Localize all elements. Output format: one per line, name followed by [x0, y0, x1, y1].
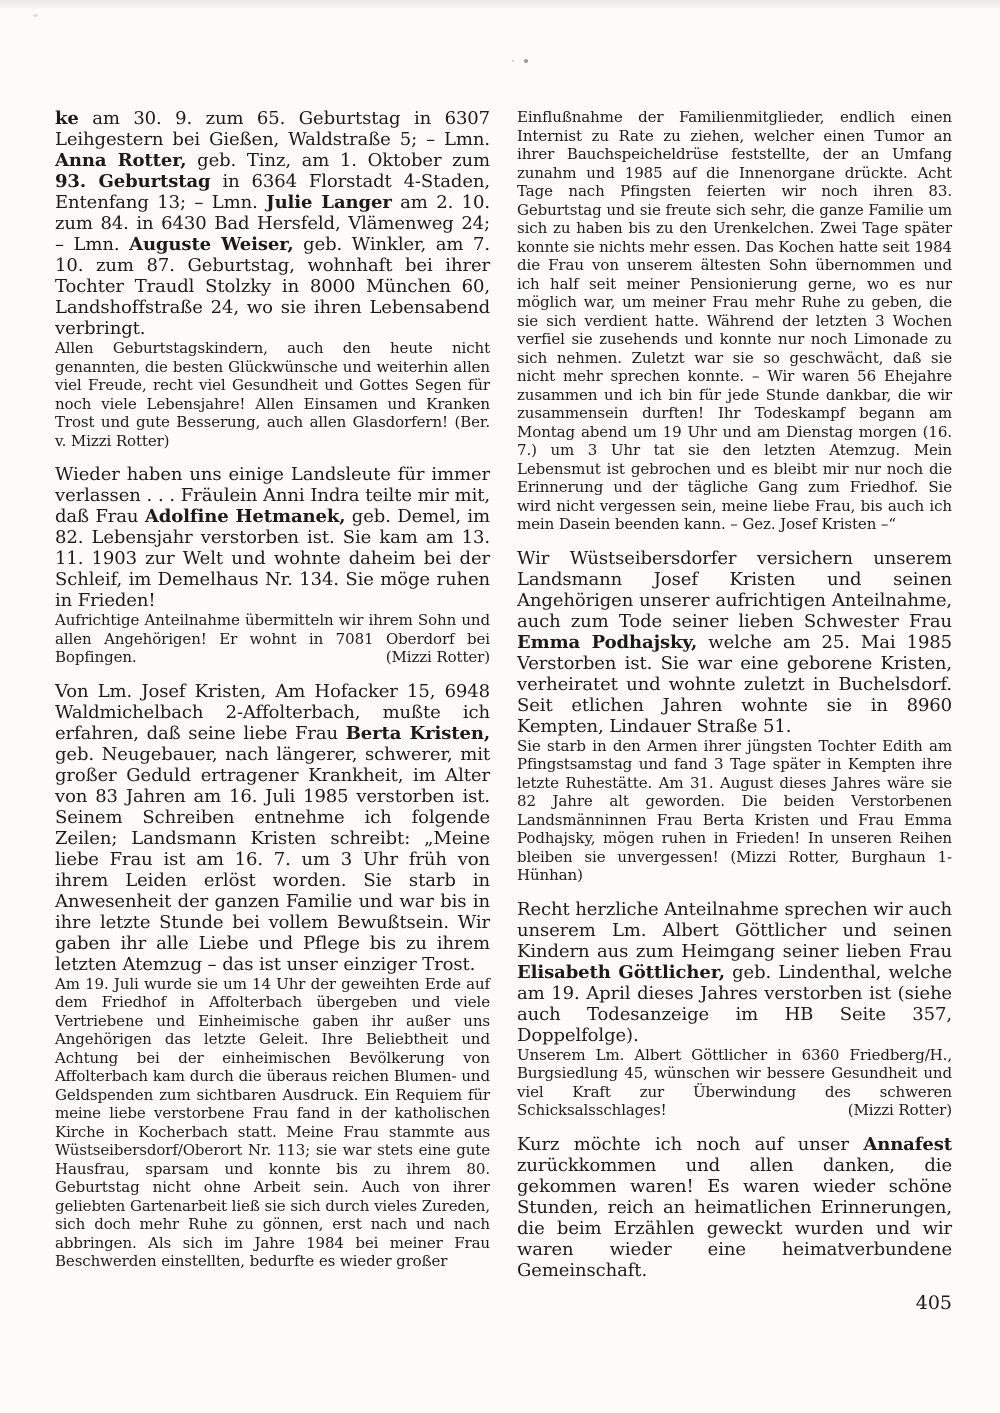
body-text: am 2. 10. zum 84. in 6430 Bad Hersfeld, Vlämenweg 24; – Lmn.: [55, 192, 490, 255]
body-text: Sie starb in den Armen ihrer jüngsten Tochter Edith am Pfingstsamstag und fand 3 Tage später in Kempten ihre letzte Ruhestätte. Am 31. August dieses Jahres wäre sie 82 Jahre alt geworden. Die beiden Verstorbenen Landsmänninnen Frau Berta Kristen und Frau Emma Podhajsky, mögen ruhen in Frieden! In unseren Reihen bleiben sie unvergessen! (Mizzi Rotter, Burghaun 1-Hünhan): [517, 736, 952, 884]
body-text: Von Lm. Josef Kristen, Am Hofacker 15, 6948 Waldmichelbach 2-Affolterbach, mußte ich erfahren, daß seine liebe Frau: [55, 680, 490, 744]
body-text: geb. Neugebauer, nach längerer, schwerer, mit großer Geduld ertragener Krankheit, im Alter von 83 Jahren am 16. Juli 1985 verstorben ist. Seinem Schreiben entnehme ich folgende Zeilen; Landsmann Kristen schreibt: „Meine liebe Frau ist am 16. 7. um 3 Uhr früh von ihrem Leiden erlöst worden. Sie starb in Anwesenheit der ganzen Familie und war bis in ihre letzte Stunde bei vollem Bewußtsein. Wir gaben ihr alle Liebe und Pflege bis zu ihrem letzten Atemzug – das ist unser einziger Trost.: [55, 743, 490, 975]
body-text: Kurz möchte ich noch auf unser: [517, 1133, 864, 1155]
bold-name-text: Annafest: [863, 1133, 952, 1155]
attribution: (Mizzi Rotter): [385, 648, 490, 666]
scan-noise-speck: [512, 60, 514, 62]
paragraph: [517, 1134, 952, 1281]
scan-noise-speck: [33, 14, 38, 17]
bold-name-text: Auguste Weiser,: [129, 234, 294, 255]
bold-name-text: Anna Rotter,: [55, 150, 187, 171]
attribution: (Mizzi Rotter): [847, 1101, 952, 1119]
paragraph: [55, 681, 490, 975]
body-text: geb. Lindenthal, welche am 19. April dieses Jahres verstorben ist (siehe auch Todesanzeige im HB Seite 357, Doppelfolge).: [517, 961, 953, 1046]
bold-name-text: Berta Kristen,: [345, 722, 490, 744]
body-text: geb. Demel, im 82. Lebensjahr verstorben ist. Sie kam am 13. 11. 1903 zur Welt und wohnte daheim bei der Schleif, im Demelhaus Nr. 134. Sie möge ruhen in Frieden!: [55, 506, 490, 611]
body-text: Recht herzliche Anteilnahme sprechen wir auch unserem Lm. Albert Göttlicher und seinen Kindern aus zum Heimgang seiner lieben Frau: [517, 898, 952, 962]
body-text: geb. Tinz, am 1. Oktober zum: [186, 150, 491, 171]
body-text: Wieder haben uns einige Landsleute für immer verlassen . . . Fräulein Anni Indra teilte mir mit, daß Frau: [55, 464, 490, 527]
paragraph: [55, 339, 490, 450]
body-text: Am 19. Juli wurde sie um 14 Uhr der geweihten Erde auf dem Friedhof in Affolterbach übergeben und viele Vertriebene und Einheimische gaben ihr außer uns Angehörigen das letzte Geleit. Ihre Beliebtheit und Achtung bei der einheimischen Bevölkerung von Affolterbach kam durch die überaus reichen Blumen- und Geldspenden zum sichtbaren Ausdruck. Ein Requiem für meine liebe verstorbene Frau fand in der katholischen Kirche in Kocherbach statt. Meine Frau stammte aus Wüstseibersdorf/Oberort Nr. 113; sie war stets eine gute Hausfrau, sparsam und konnte bis zu ihrem 80. Geburtstag nicht ohne Arbeit sein. Auch von ihrer geliebten Gartenarbeit ließ sie sich durch vieles Zureden, sich doch mehr Ruhe zu gönnen, erst nach und nach abbringen. Als sich im Jahre 1984 bei meiner Frau Beschwerden einstellten, bedurfte es wieder großer: [55, 974, 490, 1270]
bold-name-text: Emma Podhajsky,: [517, 631, 698, 653]
paragraph: [55, 975, 490, 1271]
left-column: [55, 108, 490, 1281]
right-column: [517, 108, 952, 1281]
paragraph: [55, 611, 490, 667]
paragraph: [55, 108, 490, 339]
body-text: Allen Geburtstagskindern, auch den heute nicht genannten, die besten Glückwünsche und weiterhin allen viel Freude, recht viel Gesundheit und Gottes Segen für noch viele Lebensjahre! Allen Einsamen und Kranken Trost und gute Besserung, auch allen Glasdorfern! (Ber. v. Mizzi Rotter): [55, 339, 490, 450]
bold-name-text: 93. Geburtstag: [55, 171, 211, 192]
text-columns: [55, 108, 952, 1281]
body-text: geb. Winkler, am 7. 10. zum 87. Geburtstag, wohnhaft bei ihrer Tochter Traudl Stolzky in 8000 München 60, Landshoffstraße 24, wo sie ihren Lebensabend verbringt.: [55, 234, 490, 339]
paragraph: [517, 548, 952, 737]
body-text: Einflußnahme der Familienmitglieder, endlich einen Internist zu Rate zu ziehen, welcher einen Tumor an ihrer Bauchspeicheldrüse feststellte, der an Umfang zunahm und 1985 auf die Innenorgane drückte. Acht Tage nach Pfingsten feierten wir noch ihren 83. Geburtstag und sie freute sich sehr, die ganze Familie um sich zu haben bis zu den Urenkelchen. Zwei Tage später konnte sie nichts mehr essen. Das Kochen hatte seit 1984 die Frau von unserem ältesten Sohn übernommen und ich half seit meiner Pensionierung gerne, wo es nur möglich war, um meiner Frau mehr Ruhe zu geben, die sie sich verdient hatte. Während der letzten 3 Wochen verfiel sie zusehends und konnte nur noch Limonade zu sich nehmen. Zuletzt war sie so geschwächt, daß sie nicht mehr sprechen konnte. – Wir waren 56 Ehejahre zusammen und ich bin für jede Stunde dankbar, die wir zusammensein durften! Ihr Todeskampf begann am Montag abend um 19 Uhr und am Dienstag morgen (16. 7.) um 3 Uhr tat sie den letzten Atemzug. Mein Lebensmut ist gebrochen und es bleibt mir nur noch die Erinnerung und der tägliche Gang zum Friedhof. Sie wird nicht vergessen sein, meine liebe Frau, bis auch ich mein Dasein beenden kann. – Gez. Josef Kristen –“: [517, 108, 952, 533]
scan-noise-speck: [524, 59, 528, 63]
paragraph: [517, 108, 952, 534]
body-text: zurückkommen und allen danken, die gekommen waren! Es waren wieder schöne Stunden, reich an heimatlichen Erinnerungen, die beim Erzählen geweckt wurden und wir waren wieder eine heimatverbundene Gemeinschaft.: [517, 1154, 952, 1281]
body-text: Aufrichtige Anteilnahme übermitteln wir ihrem Sohn und allen Angehörigen! Er wohnt in 7081 Oberdorf bei Bopfingen.: [55, 611, 490, 666]
body-text: Unserem Lm. Albert Göttlicher in 6360 Friedberg/H., Burgsiedlung 45, wünschen wir bessere Gesundheit und viel Kraft zur Überwindung des schweren Schicksalsschlages!: [517, 1045, 952, 1119]
bold-name-text: Elisabeth Göttlicher,: [517, 961, 725, 983]
bold-name-text: Julie Langer: [266, 192, 392, 213]
paragraph: [55, 464, 490, 611]
paragraph: [517, 737, 952, 885]
bold-name-text: ke: [55, 108, 79, 129]
body-text: am 30. 9. zum 65. Geburtstag in 6307 Leihgestern bei Gießen, Waldstraße 5; – Lmn.: [55, 108, 490, 150]
scan-noise-band: [0, 0, 1000, 10]
body-text: in 6364 Florstadt 4-Staden, Entenfang 13; – Lmn.: [55, 171, 490, 213]
bold-name-text: Adolfine Hetmanek,: [144, 506, 346, 527]
paragraph: [517, 899, 952, 1046]
body-text: welche am 25. Mai 1985 Verstorben ist. Sie war eine geborene Kristen, verheiratet und wohnte zuletzt in Buchelsdorf. Seit etlichen Jahren wohnte sie in 8960 Kempten, Lindauer Straße 51.: [517, 631, 952, 737]
page-number: 405: [915, 1292, 952, 1314]
body-text: Wir Wüstseibersdorfer versichern unserem Landsmann Josef Kristen und seinen Angehörigen unserer aufrichtigen Anteilnahme, auch zum Tode seiner lieben Schwester Frau: [517, 547, 952, 632]
paragraph: [517, 1046, 952, 1120]
